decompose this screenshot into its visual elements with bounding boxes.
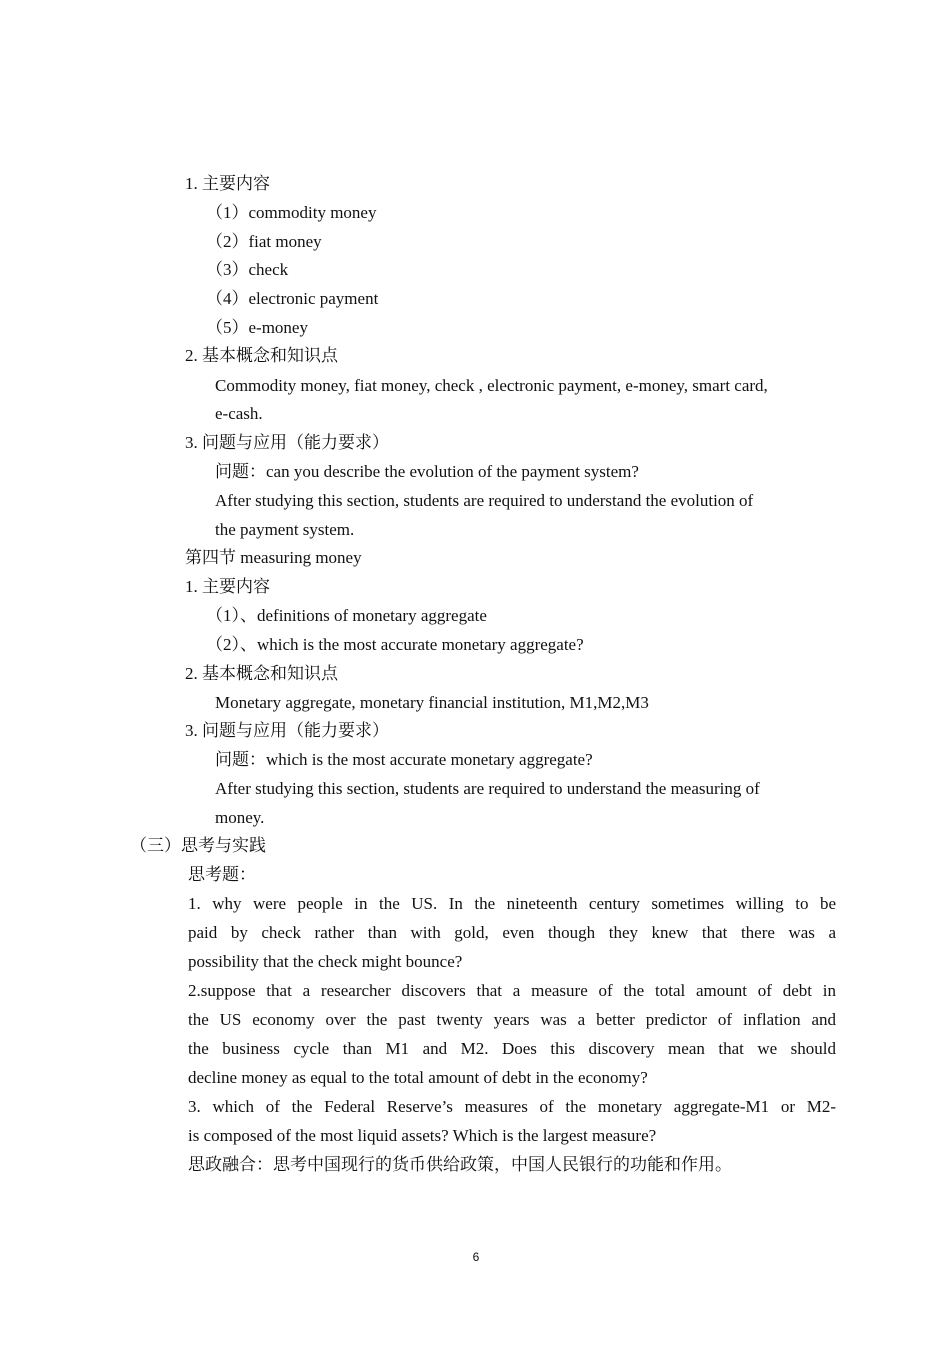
list-item: （5）e-money	[206, 318, 308, 337]
list-item: （1）、definitions of monetary aggregate	[206, 606, 487, 625]
question-text: 问题：which is the most accurate monetary aggregate?	[215, 750, 593, 769]
requirement-text: money.	[215, 808, 265, 827]
list-item: （2）、which is the most accurate monetary aggregate?	[206, 635, 584, 654]
section-title: 第四节 measuring money	[185, 548, 362, 567]
question-text: 问题：can you describe the evolution of the payment system?	[215, 462, 639, 481]
list-item: （4）electronic payment	[206, 289, 379, 308]
concepts-text: e-cash.	[215, 404, 263, 423]
concepts-text: Commodity money, fiat money, check , electronic payment, e-money, smart card,	[215, 376, 768, 395]
list-item: （3）check	[206, 260, 289, 279]
requirement-text: After studying this section, students are required to understand the evolution of	[215, 491, 754, 510]
list-item: （2）fiat money	[206, 232, 322, 251]
heading-main-content: 1. 主要内容	[185, 577, 270, 596]
question-line: possibility that the check might bounce?	[188, 952, 463, 971]
page-number: 6	[472, 1250, 480, 1264]
requirement-text: After studying this section, students are required to understand the measuring of	[215, 779, 760, 798]
question-line: 3. which of the Federal Reserve’s measures of the monetary aggregate-M1 or M2-	[188, 1097, 836, 1116]
question-line: 2.suppose that a researcher discovers that a measure of the total amount of debt in	[188, 981, 836, 1000]
question-line: is composed of the most liquid assets? Which is the largest measure?	[188, 1126, 657, 1145]
question-line: the US economy over the past twenty years was a better predictor of inflation and	[188, 1010, 836, 1029]
heading-questions: 3. 问题与应用（能力要求）	[185, 721, 389, 740]
question-line: 1. why were people in the US. In the nineteenth century sometimes willing to be	[188, 894, 836, 913]
practice-title: （三）思考与实践	[130, 836, 266, 855]
question-line: the business cycle than M1 and M2. Does this discovery mean that we should	[188, 1039, 836, 1058]
concepts-text: Monetary aggregate, monetary financial institution, M1,M2,M3	[215, 693, 649, 712]
heading-concepts: 2. 基本概念和知识点	[185, 346, 338, 365]
heading-concepts: 2. 基本概念和知识点	[185, 664, 338, 683]
question-line: paid by check rather than with gold, even though they knew that there was a	[188, 923, 836, 942]
heading-main-content: 1. 主要内容	[185, 174, 270, 193]
list-item: （1）commodity money	[206, 203, 377, 222]
practice-subtitle: 思考题：	[188, 865, 256, 884]
ideology-note: 思政融合：思考中国现行的货币供给政策，中国人民银行的功能和作用。	[188, 1155, 732, 1174]
question-line: decline money as equal to the total amount of debt in the economy?	[188, 1068, 648, 1087]
requirement-text: the payment system.	[215, 520, 355, 539]
heading-questions: 3. 问题与应用（能力要求）	[185, 433, 389, 452]
